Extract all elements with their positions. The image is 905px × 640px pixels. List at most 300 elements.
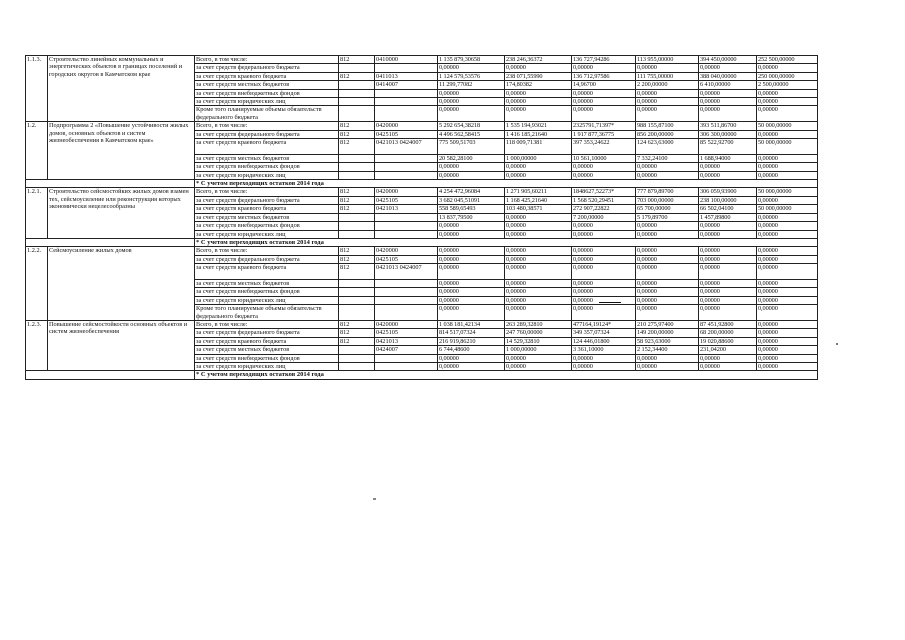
footnote: * С учетом переходящих остатков 2014 года	[195, 238, 818, 246]
amount-cell: 0,00000	[505, 163, 572, 171]
grbs-code	[339, 346, 375, 354]
amount-cell: 0,00000	[572, 98, 636, 106]
amount-cell: 1 038 181,42134	[438, 320, 505, 328]
amount-cell: 0,00000	[438, 305, 505, 321]
kcsr-code: 0425105	[375, 329, 438, 337]
kcsr-code	[375, 279, 438, 287]
amount-cell: 0,00000	[438, 64, 505, 72]
funding-source-label: за счет средств местных бюджетов	[195, 279, 339, 287]
amount-cell: 0,00000	[505, 354, 572, 362]
amount-cell: 0,00000	[438, 279, 505, 287]
amount-cell: 0,00000	[757, 163, 818, 171]
amount-cell: 0,00000	[505, 363, 572, 371]
kcsr-code	[375, 98, 438, 106]
amount-cell: 0,00000	[757, 255, 818, 263]
funding-source-label: Всего, в том числе:	[195, 247, 339, 255]
amount-cell: 5 179,89700	[636, 213, 699, 221]
amount-cell: 2 152,34400	[636, 346, 699, 354]
amount-cell: 0,00000	[699, 255, 757, 263]
kcsr-code	[375, 363, 438, 371]
amount-cell: 0,00000	[757, 106, 818, 122]
amount-cell: 0,00000	[572, 255, 636, 263]
kcsr-code: 0420000	[375, 188, 438, 196]
grbs-code: 812	[339, 264, 375, 280]
kcsr-code	[375, 288, 438, 296]
empty-cell	[26, 180, 195, 188]
funding-source-label: за счет средств внебюджетных фондов	[195, 163, 339, 171]
funding-source-label: Всего, в том числе:	[195, 188, 339, 196]
grbs-code: 812	[339, 72, 375, 80]
section-total-row	[26, 320, 818, 328]
funding-source-label: за счет средств местных бюджетов	[195, 81, 339, 89]
amount-cell: 1 568 520,29451	[572, 196, 636, 204]
amount-cell: 2325791,71397*	[572, 122, 636, 130]
amount-cell: 4 496 562,58415	[438, 130, 505, 138]
amount-cell: 1 917 877,36775	[572, 130, 636, 138]
amount-cell: 6 410,00000	[699, 81, 757, 89]
amount-cell: 0,00000	[438, 296, 505, 304]
amount-cell: 0,00000	[572, 305, 636, 321]
amount-cell: 0,00000	[757, 64, 818, 72]
amount-cell: 0,00000	[505, 305, 572, 321]
amount-cell: 0,00000	[505, 98, 572, 106]
amount-cell: 2 200,00000	[636, 81, 699, 89]
amount-cell: 1 688,94000	[699, 154, 757, 162]
amount-cell: 20 582,28100	[438, 154, 505, 162]
amount-cell: 0,00000	[699, 171, 757, 179]
amount-cell: 0,00000	[757, 247, 818, 255]
footnote: * С учетом переходящих остатков 2014 года	[195, 180, 818, 188]
amount-cell: 0,00000	[505, 288, 572, 296]
amount-cell: 0,00000	[757, 213, 818, 221]
amount-cell: 0,00000	[636, 64, 699, 72]
amount-cell: 50 000,00000	[757, 139, 818, 155]
amount-cell: 0,00000	[505, 222, 572, 230]
amount-cell: 306 300,00000	[699, 130, 757, 138]
amount-cell: 238 071,55990	[505, 72, 572, 80]
amount-cell: 0,00000	[505, 296, 572, 304]
amount-cell: 1848627,52273*	[572, 188, 636, 196]
section-code: 1.2.2.	[26, 247, 48, 321]
amount-cell: 0,00000	[757, 230, 818, 238]
amount-cell: 0,00000	[699, 354, 757, 362]
funding-source-label: за счет средств внебюджетных фондов	[195, 89, 339, 97]
grbs-code: 812	[339, 255, 375, 263]
amount-cell: 111 755,00000	[636, 72, 699, 80]
grbs-code	[339, 98, 375, 106]
amount-cell: 149 200,00000	[636, 329, 699, 337]
amount-cell: 118 009,71381	[505, 139, 572, 155]
funding-source-label: за счет средств краевого бюджета	[195, 72, 339, 80]
kcsr-code	[375, 106, 438, 122]
funding-source-label: за счет средств местных бюджетов	[195, 213, 339, 221]
kcsr-code: 0410000	[375, 56, 438, 64]
amount-cell: 11 299,77082	[438, 81, 505, 89]
grbs-code: 812	[339, 337, 375, 345]
grbs-code: 812	[339, 247, 375, 255]
footnote: * С учетом переходящих остатков 2014 года	[195, 371, 818, 379]
amount-cell: 0,00000	[636, 279, 699, 287]
amount-cell: 0,00000	[505, 264, 572, 280]
section-total-row	[26, 247, 818, 255]
amount-cell: 0,00000	[505, 213, 572, 221]
section-code: 1.2.3.	[26, 320, 48, 370]
funding-source-label: за счет средств внебюджетных фондов	[195, 354, 339, 362]
kcsr-code	[375, 64, 438, 72]
amount-cell: 0,00000	[699, 264, 757, 280]
grbs-code	[339, 213, 375, 221]
grbs-code	[339, 163, 375, 171]
amount-cell: 0,00000	[757, 279, 818, 287]
amount-cell: 0,00000	[757, 130, 818, 138]
amount-cell: 0,00000	[438, 222, 505, 230]
amount-cell: 0,00000	[572, 288, 636, 296]
amount-cell: 0,00000	[699, 98, 757, 106]
empty-cell	[26, 371, 195, 379]
amount-cell: 0,00000	[757, 171, 818, 179]
grbs-code	[339, 363, 375, 371]
amount-cell: 0,00000	[757, 354, 818, 362]
amount-cell: 1 416 185,21640	[505, 130, 572, 138]
grbs-code	[339, 230, 375, 238]
grbs-code	[339, 154, 375, 162]
amount-cell: 0,00000	[699, 296, 757, 304]
amount-cell: 0,00000	[757, 320, 818, 328]
amount-cell: 0,00000	[757, 288, 818, 296]
amount-cell: 394 450,00000	[699, 56, 757, 64]
kcsr-code: 0421013	[375, 205, 438, 213]
amount-cell: 0,00000	[572, 222, 636, 230]
kcsr-code: 0421013 0424007	[375, 264, 438, 280]
funding-source-label: за счет средств юридических лиц	[195, 296, 339, 304]
amount-cell: 777 879,89700	[636, 188, 699, 196]
amount-cell: 0,00000	[636, 255, 699, 263]
amount-cell: 0,00000	[572, 163, 636, 171]
amount-cell: 1 168 425,21640	[505, 196, 572, 204]
amount-cell: 0,00000	[438, 89, 505, 97]
amount-cell: 85 522,92700	[699, 139, 757, 155]
kcsr-code: 0411013	[375, 72, 438, 80]
table-body	[26, 56, 818, 380]
funding-source-label: за счет средств федерального бюджета	[195, 130, 339, 138]
section-code: 1.2.	[26, 122, 48, 180]
section-title: Повышение сейсмостойкости основных объектов и систем жизнеобеспечения	[48, 320, 195, 370]
section-total-row	[26, 188, 818, 196]
amount-cell: 0,00000	[438, 354, 505, 362]
amount-cell: 988 155,87100	[636, 122, 699, 130]
scan-speck	[836, 343, 838, 345]
amount-cell: 50 000,00000	[757, 122, 818, 130]
grbs-code: 812	[339, 329, 375, 337]
amount-cell: 113 955,00000	[636, 56, 699, 64]
kcsr-code: 0420000	[375, 320, 438, 328]
amount-cell: 0,00000	[636, 288, 699, 296]
funding-source-label: за счет средств юридических лиц	[195, 98, 339, 106]
amount-cell: 250 000,00000	[757, 72, 818, 80]
grbs-code: 812	[339, 320, 375, 328]
grbs-code: 812	[339, 56, 375, 64]
section-total-row	[26, 56, 818, 64]
amount-cell: 136 727,94286	[572, 56, 636, 64]
grbs-code	[339, 296, 375, 304]
amount-cell: 4 254 472,96084	[438, 188, 505, 196]
amount-cell: 50 000,00000	[757, 188, 818, 196]
amount-cell: 0,00000	[636, 222, 699, 230]
amount-cell: 1 000,00000	[505, 346, 572, 354]
funding-source-label: за счет средств федерального бюджета	[195, 255, 339, 263]
amount-cell: 10 561,10000	[572, 154, 636, 162]
amount-cell: 703 000,00000	[636, 196, 699, 204]
grbs-code	[339, 64, 375, 72]
budget-document	[25, 55, 817, 380]
amount-cell: 0,00000	[505, 64, 572, 72]
kcsr-code	[375, 305, 438, 321]
amount-cell: 19 020,88600	[699, 337, 757, 345]
amount-cell: 388 040,00000	[699, 72, 757, 80]
funding-source-label: за счет средств федерального бюджета	[195, 196, 339, 204]
scan-speck	[373, 498, 376, 500]
kcsr-code: 0414007	[375, 81, 438, 89]
kcsr-code	[375, 213, 438, 221]
amount-cell: 0,00000	[572, 89, 636, 97]
funding-source-label: за счет средств местных бюджетов	[195, 154, 339, 162]
amount-cell: 477164,19124*	[572, 320, 636, 328]
section-title: Строительство сейсмостойких жилых домов взамен тех, сейсмоусиление или реконструкция которых экономически нецелесообразны	[48, 188, 195, 238]
grbs-code	[339, 81, 375, 89]
kcsr-code: 0425105	[375, 130, 438, 138]
amount-cell: 50 000,00000	[757, 205, 818, 213]
strike-mark	[599, 302, 621, 303]
amount-cell: 0,00000	[699, 163, 757, 171]
amount-cell: 0,00000	[636, 171, 699, 179]
amount-cell: 0,00000	[572, 230, 636, 238]
amount-cell: 0,00000	[757, 264, 818, 280]
amount-cell: 0,00000	[636, 230, 699, 238]
amount-cell: 0,00000	[505, 171, 572, 179]
amount-cell: 247 760,00000	[505, 329, 572, 337]
funding-source-label: Кроме того планируемые объемы обязательств федерального бюджета	[195, 106, 339, 122]
amount-cell: 0,00000	[699, 64, 757, 72]
funding-source-label: за счет средств краевого бюджета	[195, 264, 339, 280]
grbs-code: 812	[339, 130, 375, 138]
amount-cell: 5 292 654,38218	[438, 122, 505, 130]
amount-cell: 216 919,86210	[438, 337, 505, 345]
funding-source-label: за счет средств краевого бюджета	[195, 205, 339, 213]
amount-cell: 856 200,00000	[636, 130, 699, 138]
amount-cell: 0,00000	[572, 279, 636, 287]
amount-cell: 397 353,24622	[572, 139, 636, 155]
amount-cell: 0,00000	[505, 106, 572, 122]
amount-cell: 0,00000	[636, 106, 699, 122]
amount-cell: 0,00000	[438, 264, 505, 280]
funding-source-label: за счет средств краевого бюджета	[195, 139, 339, 155]
amount-cell: 0,00000	[699, 363, 757, 371]
amount-cell: 0,00000	[572, 264, 636, 280]
amount-cell: 103 480,38571	[505, 205, 572, 213]
funding-source-label: Всего, в том числе:	[195, 122, 339, 130]
amount-cell: 136 712,97586	[572, 72, 636, 80]
amount-cell: 68 200,00000	[699, 329, 757, 337]
amount-cell: 210 275,97400	[636, 320, 699, 328]
amount-cell: 0,00000	[757, 296, 818, 304]
amount-cell: 393 511,86700	[699, 122, 757, 130]
amount-cell: 0,00000	[636, 247, 699, 255]
amount-cell: 0,00000	[505, 255, 572, 263]
grbs-code	[339, 171, 375, 179]
amount-cell: 231,04200	[699, 346, 757, 354]
funding-source-label: за счет средств юридических лиц	[195, 230, 339, 238]
funding-source-label: Кроме того планируемые объемы обязательств федерального бюджета	[195, 305, 339, 321]
funding-source-label: за счет средств юридических лиц	[195, 171, 339, 179]
kcsr-code: 0420000	[375, 122, 438, 130]
amount-cell: 0,00000	[699, 247, 757, 255]
grbs-code	[339, 89, 375, 97]
kcsr-code: 0421013	[375, 337, 438, 345]
amount-cell: 14 529,32810	[505, 337, 572, 345]
grbs-code	[339, 222, 375, 230]
section-title: Подпрограмма 2 «Повышение устойчивости жилых домов, основных объектов и систем жизнеобеспечения в Камчатском крае»	[48, 122, 195, 180]
amount-cell: 1 457,89800	[699, 213, 757, 221]
amount-cell: 0,00000	[699, 106, 757, 122]
amount-cell: 0,00000	[699, 230, 757, 238]
amount-cell: 1 135 879,30658	[438, 56, 505, 64]
amount-cell: 65 700,00000	[636, 205, 699, 213]
funding-source-label: Всего, в том числе:	[195, 320, 339, 328]
amount-cell: 0,00000	[757, 337, 818, 345]
amount-cell: 814 517,07324	[438, 329, 505, 337]
funding-source-label: за счет средств федерального бюджета	[195, 329, 339, 337]
kcsr-code: 0424007	[375, 346, 438, 354]
amount-cell: 87 451,92800	[699, 320, 757, 328]
amount-cell: 0,00000	[572, 354, 636, 362]
amount-cell: 0,00000	[438, 230, 505, 238]
amount-cell: 3 361,10000	[572, 346, 636, 354]
amount-cell: 0,00000	[505, 230, 572, 238]
amount-cell: 174,80382	[505, 81, 572, 89]
amount-cell: 349 357,07324	[572, 329, 636, 337]
amount-cell: 0,00000	[438, 98, 505, 106]
amount-cell: 0,00000	[757, 222, 818, 230]
amount-cell: 0,00000	[572, 363, 636, 371]
amount-cell: 0,00000	[438, 363, 505, 371]
amount-cell: 0,00000	[757, 329, 818, 337]
amount-cell: 2 500,00000	[757, 81, 818, 89]
amount-cell: 0,00000	[572, 296, 636, 304]
amount-cell: 272 907,22822	[572, 205, 636, 213]
grbs-code: 812	[339, 188, 375, 196]
funding-source-label: за счет средств юридических лиц	[195, 363, 339, 371]
amount-cell: 238 246,36372	[505, 56, 572, 64]
footnote-row	[26, 371, 818, 379]
amount-cell: 0,00000	[636, 264, 699, 280]
amount-cell: 14,96700	[572, 81, 636, 89]
amount-cell: 0,00000	[636, 354, 699, 362]
amount-cell: 0,00000	[757, 89, 818, 97]
funding-source-label: за счет средств местных бюджетов	[195, 346, 339, 354]
amount-cell: 0,00000	[699, 288, 757, 296]
amount-cell: 0,00000	[636, 163, 699, 171]
amount-cell: 0,00000	[572, 171, 636, 179]
amount-cell: 306 059,93900	[699, 188, 757, 196]
kcsr-code	[375, 296, 438, 304]
grbs-code: 812	[339, 196, 375, 204]
grbs-code	[339, 288, 375, 296]
amount-cell: 0,00000	[438, 255, 505, 263]
amount-cell: 0,00000	[572, 106, 636, 122]
grbs-code: 812	[339, 205, 375, 213]
kcsr-code: 0420000	[375, 247, 438, 255]
grbs-code: 812	[339, 122, 375, 130]
empty-cell	[26, 238, 195, 246]
amount-cell: 0,00000	[757, 154, 818, 162]
budget-table	[25, 55, 818, 380]
amount-cell: 238 100,00000	[699, 196, 757, 204]
kcsr-code	[375, 171, 438, 179]
kcsr-code: 0421013 0424007	[375, 139, 438, 155]
grbs-code	[339, 279, 375, 287]
kcsr-code	[375, 89, 438, 97]
amount-cell: 0,00000	[572, 64, 636, 72]
funding-source-label: за счет средств краевого бюджета	[195, 337, 339, 345]
section-title: Строительство линейных коммунальных и энергетических объектов в границах поселений и городских округов в Камчатском крае	[48, 56, 195, 122]
amount-cell: 0,00000	[438, 163, 505, 171]
amount-cell: 0,00000	[699, 89, 757, 97]
amount-cell: 0,00000	[505, 89, 572, 97]
funding-source-label: за счет средств федерального бюджета	[195, 64, 339, 72]
amount-cell: 0,00000	[438, 171, 505, 179]
section-code: 1.1.3.	[26, 56, 48, 122]
kcsr-code	[375, 230, 438, 238]
amount-cell: 66 502,04100	[699, 205, 757, 213]
amount-cell: 0,00000	[505, 279, 572, 287]
kcsr-code	[375, 354, 438, 362]
kcsr-code	[375, 222, 438, 230]
amount-cell: 0,00000	[636, 305, 699, 321]
footnote-row	[26, 180, 818, 188]
amount-cell: 0,00000	[757, 363, 818, 371]
amount-cell: 0,00000	[757, 346, 818, 354]
amount-cell: 58 923,63000	[636, 337, 699, 345]
amount-cell: 558 589,65493	[438, 205, 505, 213]
section-total-row	[26, 122, 818, 130]
grbs-code	[339, 354, 375, 362]
amount-cell: 0,00000	[699, 222, 757, 230]
funding-source-label: Всего, в том числе:	[195, 56, 339, 64]
section-code: 1.2.1.	[26, 188, 48, 238]
amount-cell: 124 446,01800	[572, 337, 636, 345]
amount-cell: 0,00000	[438, 106, 505, 122]
amount-cell: 252 500,00000	[757, 56, 818, 64]
grbs-code	[339, 305, 375, 321]
amount-cell: 7 200,00000	[572, 213, 636, 221]
amount-cell: 0,00000	[699, 279, 757, 287]
amount-cell: 0,00000	[438, 288, 505, 296]
kcsr-code	[375, 163, 438, 171]
amount-cell: 6 744,48600	[438, 346, 505, 354]
amount-cell: 0,00000	[757, 98, 818, 106]
amount-cell: 7 332,24100	[636, 154, 699, 162]
amount-cell: 3 682 045,51091	[438, 196, 505, 204]
amount-cell: 0,00000	[699, 305, 757, 321]
grbs-code	[339, 106, 375, 122]
amount-cell: 0,00000	[636, 296, 699, 304]
amount-cell: 0,00000	[636, 89, 699, 97]
amount-cell: 0,00000	[636, 98, 699, 106]
amount-cell: 0,00000	[572, 247, 636, 255]
amount-cell: 263 289,32810	[505, 320, 572, 328]
amount-cell: 0,00000	[438, 247, 505, 255]
kcsr-code: 0425105	[375, 196, 438, 204]
